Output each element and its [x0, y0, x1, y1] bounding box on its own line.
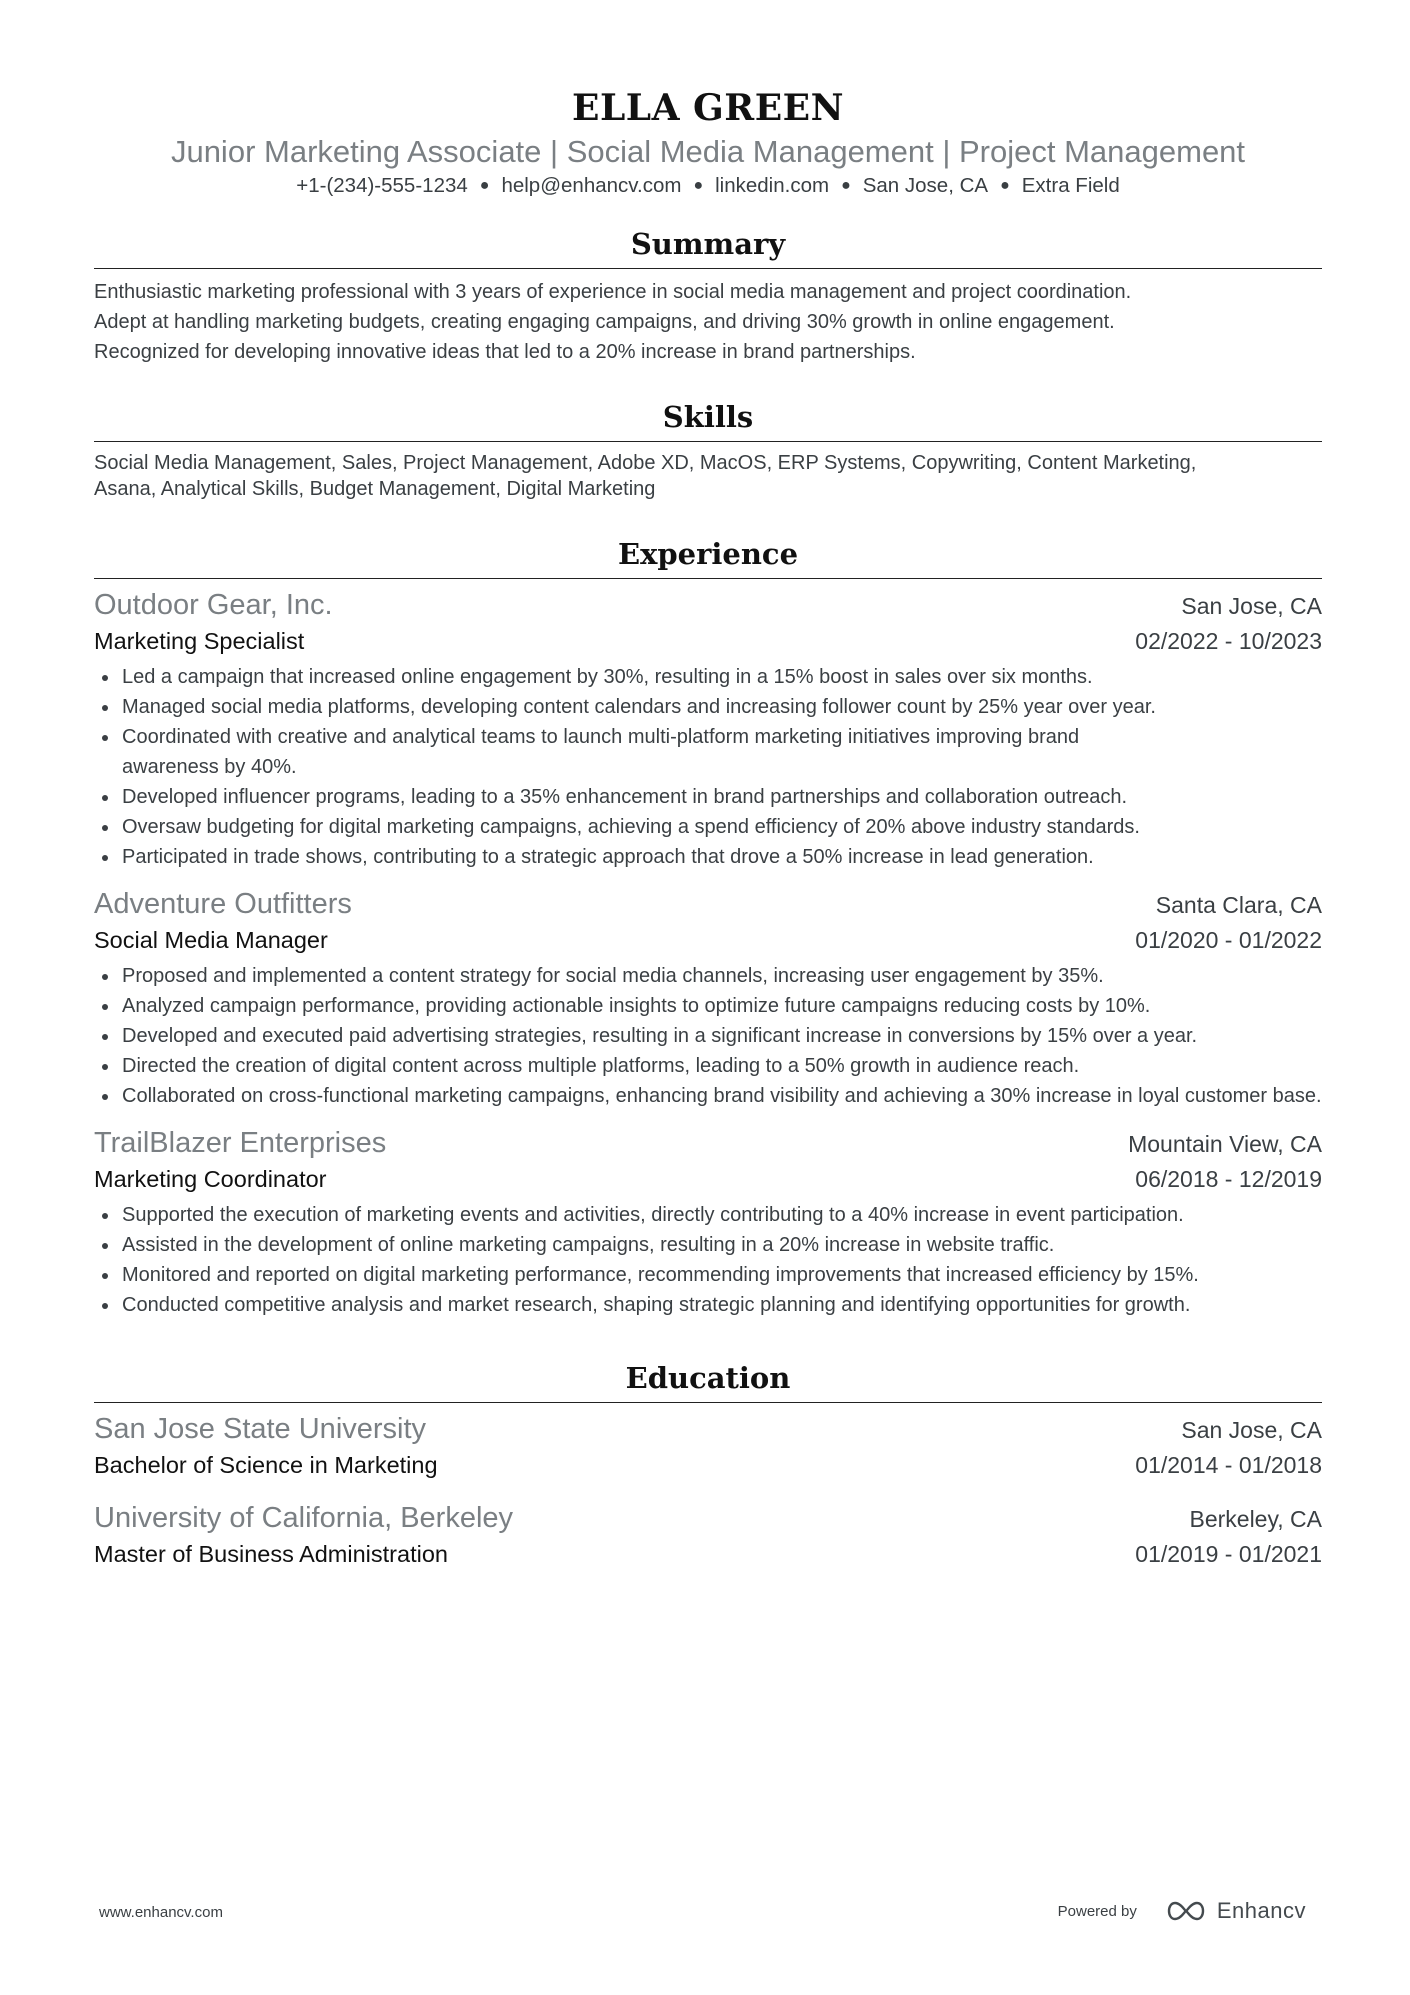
job-bullet: Assisted in the development of online marketing campaigns, resulting in a 20% increase in website traffic.: [94, 1230, 1322, 1260]
job-entry: [94, 886, 1322, 1111]
company-name: Adventure Outfitters: [94, 888, 352, 920]
job-dates: 06/2018 - 12/2019: [1135, 1166, 1322, 1192]
job-bullet: Monitored and reported on digital marketing performance, recommending improvements that increased efficiency by 15%.: [94, 1260, 1322, 1290]
job-role: Marketing Coordinator: [94, 1166, 327, 1192]
job-bullet: Participated in trade shows, contributing to a strategic approach that drove a 50% increase in lead generation.: [94, 842, 1322, 872]
degree-name: Master of Business Administration: [94, 1541, 448, 1567]
section-divider: [94, 1402, 1322, 1403]
job-role-row: [94, 624, 1322, 658]
job-role: Marketing Specialist: [94, 628, 305, 654]
contact-email[interactable]: help@enhancv.com: [501, 174, 682, 197]
job-bullet: Collaborated on cross-functional marketing campaigns, enhancing brand visibility and achieving a 30% increase in loyal customer base.: [94, 1081, 1322, 1111]
job-bullet: Led a campaign that increased online engagement by 30%, resulting in a 15% boost in sales over six months.: [94, 662, 1322, 692]
experience-heading: Experience: [617, 537, 799, 571]
bullet-separator: ●: [841, 177, 851, 194]
powered-by-label: Powered by: [1057, 1902, 1137, 1920]
resume-header: [94, 0, 1322, 202]
contact-phone: +1-(234)-555-1234: [296, 174, 468, 197]
school-location: San Jose, CA: [1181, 1417, 1322, 1443]
job-bullet: Supported the execution of marketing events and activities, directly contributing to a 40% increase in event participation.: [94, 1200, 1322, 1230]
contact-extra-field: Extra Field: [1021, 174, 1120, 197]
section-divider: [94, 441, 1322, 442]
bullet-separator: ●: [479, 177, 490, 194]
skills-section: [94, 397, 1322, 502]
resume-page: [94, 0, 1322, 1995]
experience-section: [94, 534, 1322, 1320]
job-bullet: Conducted competitive analysis and market research, shaping strategic planning and identifying opportunities for growth.: [94, 1290, 1322, 1320]
section-divider: [94, 268, 1322, 269]
job-bullets: [94, 961, 1322, 1111]
contact-linkedin[interactable]: linkedin.com: [715, 174, 830, 197]
company-name: TrailBlazer Enterprises: [94, 1127, 387, 1159]
job-bullet: Managed social media platforms, developing content calendars and increasing follower count by 25% year over year.: [94, 692, 1322, 722]
job-bullet: Directed the creation of digital content across multiple platforms, leading to a 50% growth in audience reach.: [94, 1051, 1322, 1081]
bullet-separator: ●: [1000, 177, 1010, 194]
job-bullets: [94, 1200, 1322, 1320]
education-header-row: [94, 1411, 1322, 1448]
job-bullet: Oversaw budgeting for digital marketing campaigns, achieving a spend efficiency of 20% above industry standards.: [94, 812, 1322, 842]
page-footer: [94, 1898, 1322, 1928]
enhancv-brand-name: Enhancv: [1216, 1898, 1306, 1923]
education-entry: [94, 1411, 1322, 1482]
job-header-row: [94, 587, 1322, 624]
skills-heading: Skills: [662, 400, 754, 434]
job-role-row: [94, 1162, 1322, 1196]
school-name: University of California, Berkeley: [94, 1502, 514, 1534]
school-location: Berkeley, CA: [1189, 1506, 1322, 1532]
education-section: [94, 1358, 1322, 1571]
summary-section: [94, 224, 1322, 367]
job-location: San Jose, CA: [1181, 593, 1322, 619]
job-header-row: [94, 1125, 1322, 1162]
company-name: Outdoor Gear, Inc.: [94, 589, 333, 621]
summary-line: Adept at handling marketing budgets, creating engaging campaigns, and driving 30% growth in online engagement.: [94, 311, 1115, 333]
education-degree-row: [94, 1537, 1322, 1571]
education-dates: 01/2014 - 01/2018: [1135, 1452, 1322, 1478]
enhancv-infinity-logo-icon: [1163, 1899, 1209, 1923]
footer-brand[interactable]: [1058, 1898, 1306, 1924]
job-role: Social Media Manager: [94, 927, 328, 953]
job-role-row: [94, 923, 1322, 957]
summary-line: Recognized for developing innovative ideas that led to a 20% increase in brand partnerships.: [94, 341, 916, 363]
skills-line: Asana, Analytical Skills, Budget Management, Digital Marketing: [94, 478, 656, 500]
education-heading: Education: [625, 1361, 791, 1395]
contact-line: [94, 172, 1322, 202]
degree-name: Bachelor of Science in Marketing: [94, 1452, 438, 1478]
job-dates: 01/2020 - 01/2022: [1135, 927, 1322, 953]
job-bullet: Coordinated with creative and analytical teams to launch multi-platform marketing initiatives improving brand awareness by 40%.: [94, 722, 1322, 782]
job-bullet: Analyzed campaign performance, providing actionable insights to optimize future campaigns reducing costs by 10%.: [94, 991, 1322, 1021]
footer-website-link[interactable]: www.enhancv.com: [99, 1904, 223, 1921]
job-bullet: Developed influencer programs, leading to a 35% enhancement in brand partnerships and collaboration outreach.: [94, 782, 1322, 812]
candidate-title: Junior Marketing Associate | Social Media Management | Project Management: [170, 134, 1246, 169]
school-name: San Jose State University: [94, 1413, 427, 1445]
job-entry: [94, 587, 1322, 872]
job-bullets: [94, 662, 1322, 872]
summary-text: [94, 277, 1322, 367]
education-degree-row: [94, 1448, 1322, 1482]
job-bullet: Proposed and implemented a content strategy for social media channels, increasing user engagement by 35%.: [94, 961, 1322, 991]
bullet-separator: ●: [693, 177, 704, 194]
job-dates: 02/2022 - 10/2023: [1135, 628, 1322, 654]
education-entry: [94, 1500, 1322, 1571]
section-divider: [94, 578, 1322, 579]
candidate-name: ELLA GREEN: [572, 87, 844, 129]
education-header-row: [94, 1500, 1322, 1537]
education-dates: 01/2019 - 01/2021: [1135, 1541, 1322, 1567]
skills-text: [94, 450, 1322, 502]
job-entry: [94, 1125, 1322, 1320]
summary-line: Enthusiastic marketing professional with 3 years of experience in social media management and project coordination.: [94, 281, 1132, 303]
job-header-row: [94, 886, 1322, 923]
skills-line: Social Media Management, Sales, Project Management, Adobe XD, MacOS, ERP Systems, Copywriting, Content Marketing,: [94, 452, 1197, 474]
job-location: Mountain View, CA: [1128, 1131, 1322, 1157]
job-location: Santa Clara, CA: [1155, 892, 1322, 918]
job-bullet: Developed and executed paid advertising strategies, resulting in a significant increase in conversions by 15% over a year.: [94, 1021, 1322, 1051]
summary-heading: Summary: [630, 227, 786, 261]
contact-location: San Jose, CA: [862, 174, 989, 197]
